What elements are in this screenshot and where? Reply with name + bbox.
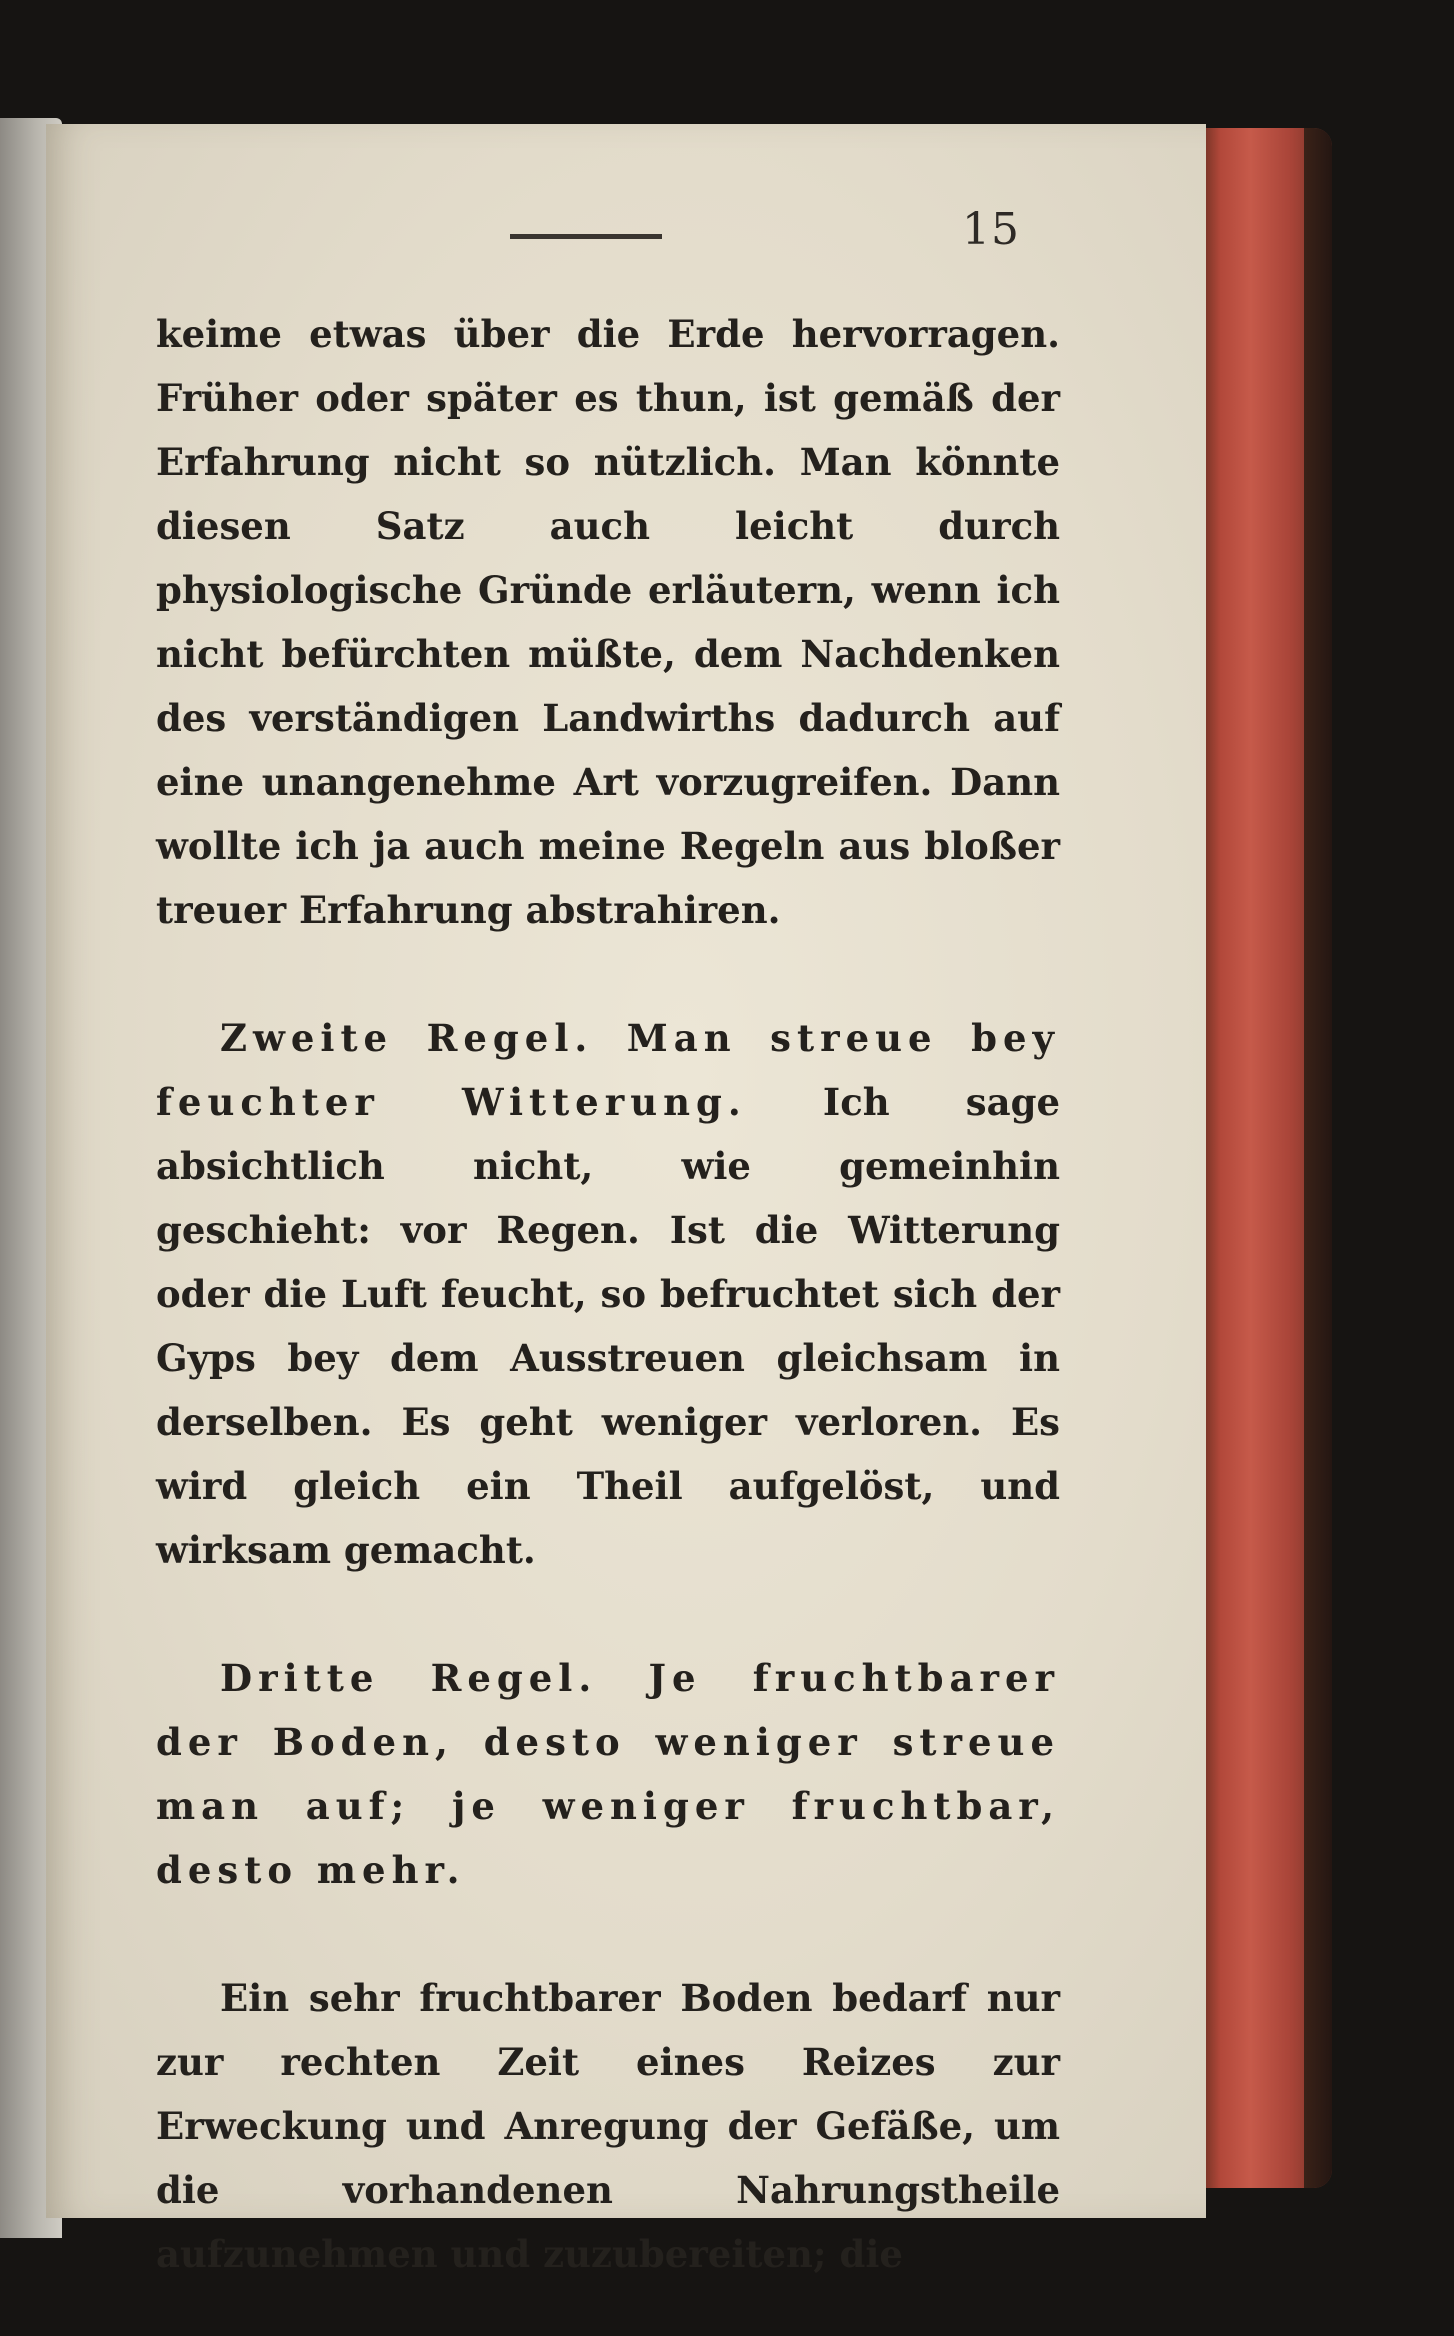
header-rule <box>510 234 662 239</box>
page-number: 15 <box>962 204 1020 255</box>
book-page <box>46 124 1206 2276</box>
rule-two-heading: Zweite Regel. Man streue bey feuchter Witterung. <box>156 1016 1060 1124</box>
paragraph-3 <box>156 1646 1060 1902</box>
book-cover-edge <box>1196 128 1332 2188</box>
paragraph-4 <box>156 1966 1060 2286</box>
rule-three-heading: Dritte Regel. Je fruchtbarer der Boden, desto weniger streue man auf; je weniger fruchtbar, desto mehr. <box>156 1656 1060 1892</box>
paragraph-2 <box>156 1006 1060 1582</box>
paragraph-1-text: keime etwas über die Erde hervorragen. Früher oder später es thun, ist gemäß der Erfahrung nicht so nützlich. Man könnte diesen Satz auch leicht durch physiologische Gründe erläutern, wenn ich nicht befürchten müßte, dem Nachdenken des verständigen Landwirths dadurch auf eine unangenehme Art vorzugreifen. Dann wollte ich ja auch meine Regeln aus bloßer treuer Erfahrung abstrahiren. <box>156 312 1060 932</box>
paragraph-4-text: Ein sehr fruchtbarer Boden bedarf nur zur rechten Zeit eines Reizes zur Erweckung und Anregung der Gefäße, um die vorhandenen Nahrungstheile aufzunehmen und zuzubereiten; die <box>156 1976 1060 2276</box>
paragraph-2-text: Ich sage absichtlich nicht, wie gemeinhin geschieht: vor Regen. Ist die Witterung oder die Luft feucht, so befruchtet sich der Gyps bey dem Ausstreuen gleichsam in derselben. Es geht weniger verloren. Es wird gleich ein Theil aufgelöst, und wirksam gemacht. <box>156 1080 1060 1572</box>
page-text <box>156 302 1060 2286</box>
paragraph-1 <box>156 302 1060 942</box>
